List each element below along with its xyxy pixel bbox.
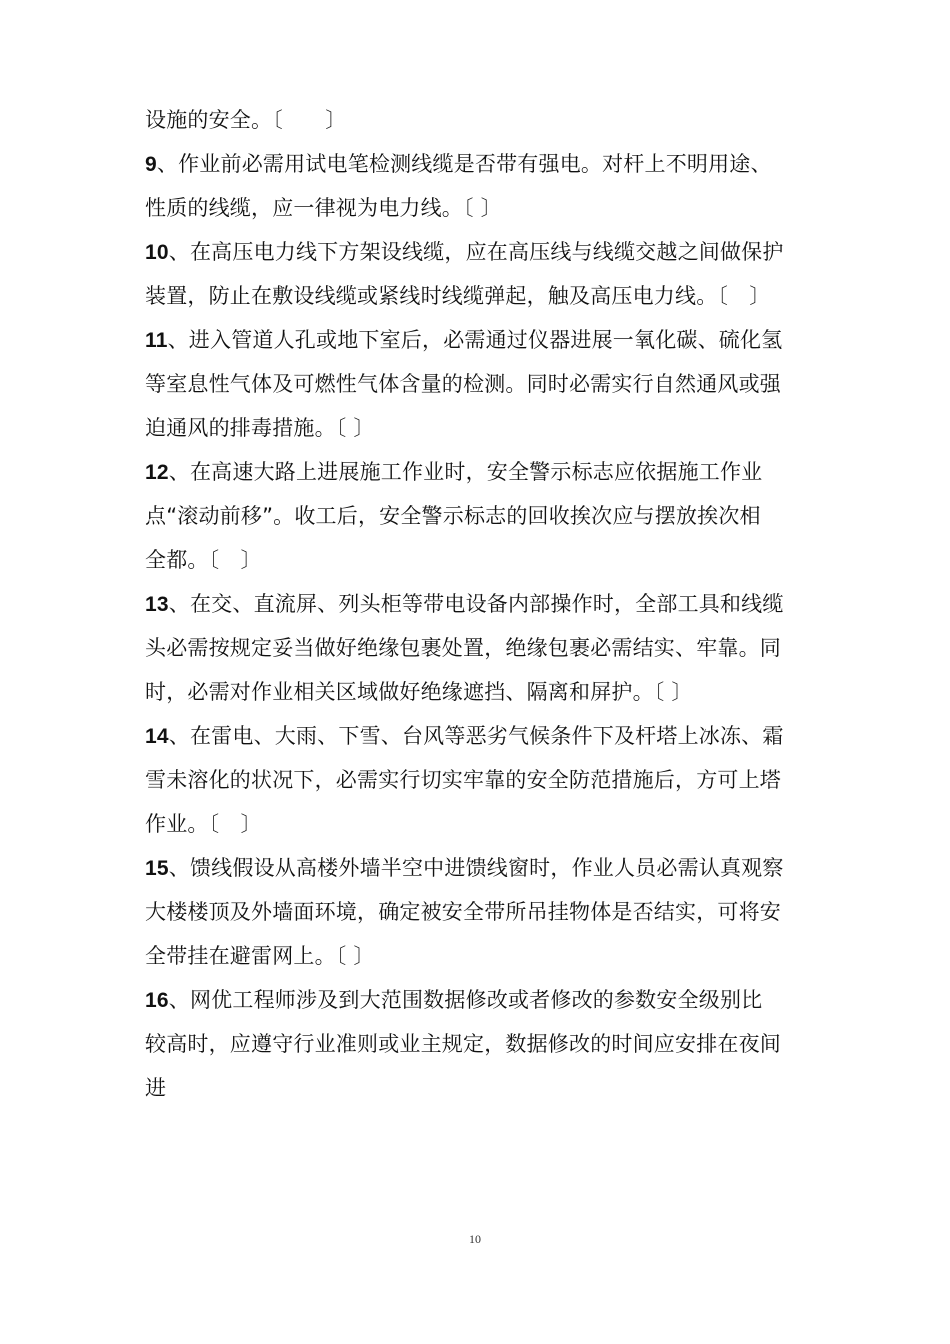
- text-line: [145, 897, 825, 928]
- text-line: [145, 765, 825, 796]
- text-line: [145, 589, 825, 620]
- question-number: 10: [145, 241, 169, 264]
- line-text: 雪未溶化的状况下，必需实行切实牢靠的安全防范措施后，方可上塔: [145, 768, 781, 792]
- line-text: 、馈线假设从高楼外墙半空中进馈线窗时，作业人员必需认真观察: [168, 856, 784, 880]
- text-line: [145, 281, 825, 312]
- text-line: [145, 413, 825, 444]
- line-text: 性质的线缆，应一律视为电力线。〔 〕: [145, 196, 502, 220]
- text-line: [145, 809, 825, 840]
- line-text: 全带挂在避雷网上。〔 〕: [145, 944, 375, 968]
- line-text: 、进入管道人孔或地下室后，必需通过仪器进展一氧化碳、硫化氢: [167, 328, 783, 352]
- text-line: [145, 457, 825, 488]
- question-number: 9: [145, 153, 157, 176]
- line-text: 、在雷电、大雨、下雪、台风等恶劣气候条件下及杆塔上冰冻、霜: [168, 724, 784, 748]
- question-number: 15: [145, 857, 169, 880]
- line-text: 头必需按规定妥当做好绝缘包裹处置，绝缘包裹必需结实、牢靠。同: [145, 636, 781, 660]
- line-text: 等室息性气体及可燃性气体含量的检测。同时必需实行自然通风或强: [145, 372, 781, 396]
- text-line: [145, 853, 825, 884]
- page-number: 10: [469, 1232, 481, 1246]
- text-line: [145, 1029, 825, 1060]
- question-number: 16: [145, 989, 169, 1012]
- text-line: [145, 149, 825, 180]
- question-number: 13: [145, 593, 169, 616]
- question-number: 12: [145, 461, 169, 484]
- line-text: 装置，防止在敷设线缆或紧线时线缆弹起，触及高压电力线。〔 〕: [145, 284, 771, 308]
- text-line: [145, 633, 825, 664]
- text-line: [145, 105, 825, 136]
- text-line: [145, 721, 825, 752]
- question-number: 11: [145, 329, 168, 352]
- text-line: [145, 677, 825, 708]
- line-text: 设施的安全。〔 〕: [145, 108, 347, 132]
- text-line: [145, 237, 825, 268]
- line-text: 大楼楼顶及外墙面环境，确定被安全带所吊挂物体是否结实，可将安: [145, 900, 781, 924]
- line-text: 迫通风的排毒措施。〔 〕: [145, 416, 375, 440]
- line-text: 、网优工程师涉及到大范围数据修改或者修改的参数安全级别比: [168, 988, 763, 1012]
- line-text: 、作业前必需用试电笔检测线缆是否带有强电。对杆上不明用途、: [156, 152, 772, 176]
- text-line: [145, 1073, 825, 1104]
- line-text: 较高时，应遵守行业准则或业主规定，数据修改的时间应安排在夜间: [145, 1032, 781, 1056]
- question-number: 14: [145, 725, 169, 748]
- text-line: [145, 545, 825, 576]
- line-text: 全都。〔 〕: [145, 548, 262, 572]
- text-line: [145, 325, 825, 356]
- text-line: [145, 941, 825, 972]
- line-text: 、在高速大路上进展施工作业时，安全警示标志应依据施工作业: [168, 460, 763, 484]
- line-text: 点“滚动前移”。收工后，安全警示标志的回收挨次应与摆放挨次相: [145, 504, 761, 528]
- text-line: [145, 193, 825, 224]
- line-text: 、在高压电力线下方架设线缆，应在高压线与线缆交越之间做保护: [168, 240, 784, 264]
- line-text: 进: [145, 1076, 167, 1100]
- text-line: [145, 985, 825, 1016]
- line-text: 作业。〔 〕: [145, 812, 262, 836]
- line-text: 时，必需对作业相关区域做好绝缘遮挡、隔离和屏护。〔 〕: [145, 680, 693, 704]
- line-text: 、在交、直流屏、列头柜等带电设备内部操作时，全部工具和线缆: [168, 592, 784, 616]
- text-line: [145, 369, 825, 400]
- text-line: [145, 501, 825, 532]
